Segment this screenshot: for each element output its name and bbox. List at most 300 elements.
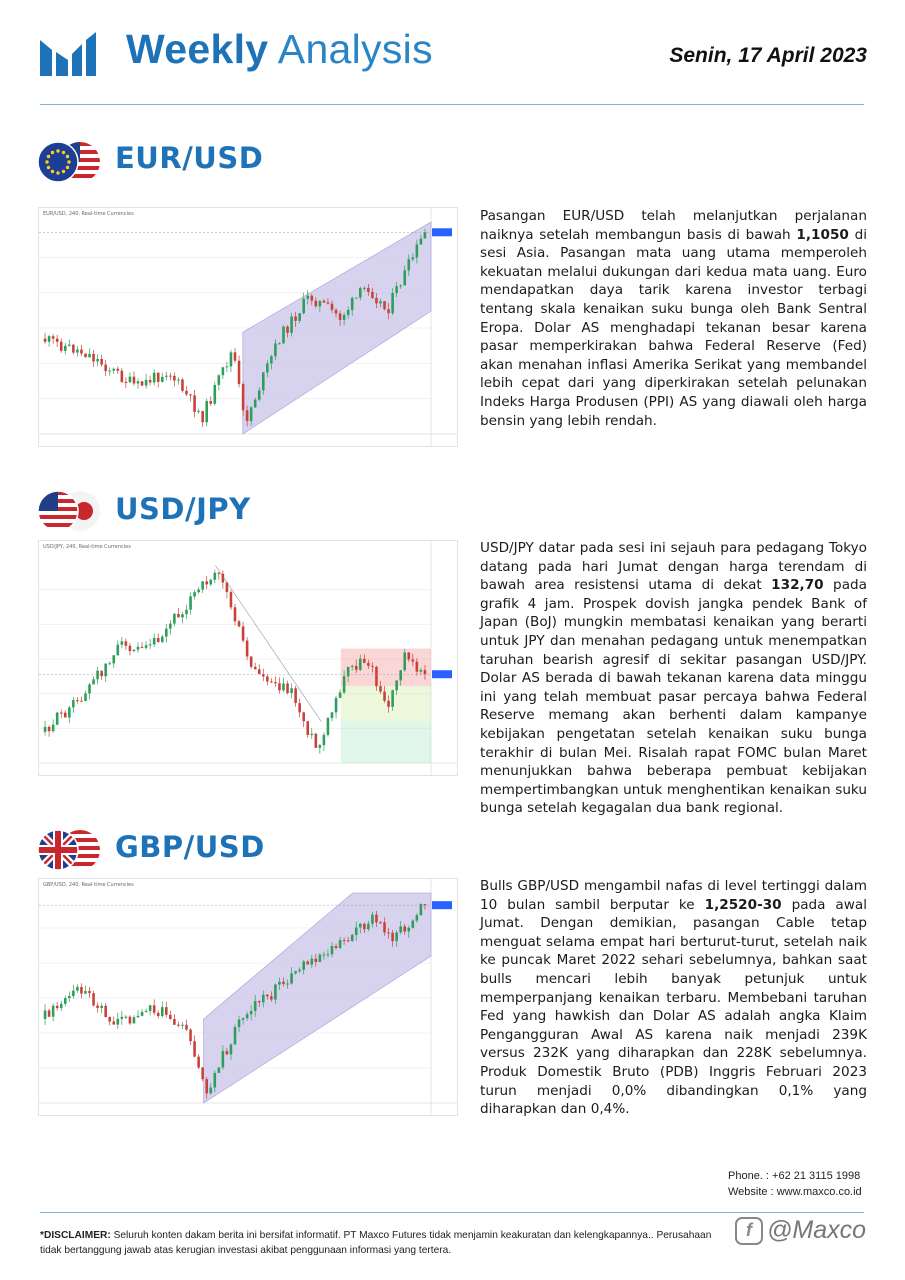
candle-body <box>424 670 427 674</box>
candle-body <box>246 641 249 657</box>
candle-body <box>100 671 103 677</box>
trend-line <box>215 565 321 721</box>
candle-body <box>92 679 95 684</box>
eurusd-analysis-text <box>480 207 867 430</box>
candle-body <box>403 652 406 670</box>
candle-body <box>121 1017 124 1019</box>
candle-body <box>161 377 164 382</box>
candle-body <box>262 674 265 676</box>
candle-body <box>96 671 99 680</box>
candle-body <box>379 686 382 691</box>
candle-body <box>92 354 95 361</box>
candle-body <box>76 987 79 991</box>
candle-body <box>201 411 204 422</box>
candle-body <box>185 391 188 395</box>
footer-divider <box>40 1212 864 1213</box>
candle-body <box>375 298 378 304</box>
candle-body <box>72 700 75 707</box>
website-link[interactable]: Website : www.maxco.co.id <box>728 1186 862 1198</box>
facebook-icon: f <box>735 1217 763 1245</box>
text-part: Pasangan EUR/USD telah melanjutkan perjalanan naiknya setelah membangun basis di bawah <box>480 208 867 243</box>
usd-jpy-flag-icon <box>36 489 102 533</box>
candle-body <box>290 688 293 693</box>
candle-body <box>363 288 366 289</box>
candle-body <box>363 924 366 929</box>
candle-body <box>319 745 322 748</box>
text-part: pada awal Jumat. Dengan demikian, pasangan Cable tetap menguat selama empat hari berturut-turut, setelah naik ke puncak Maret 2022 sehari sebelumnya, bahkan saat bulls mencari lebih banyak petunjuk untuk memperpanjang kenaikan terbaru. Membebani taruhan Fed yang hawkish dan Dolar AS adalah angka Klaim Pengangguran Awal AS karena naik menjadi 239K versus 232K yang diharapkan dan 228K sebelumnya. Produk Domestik Bruto (PDB) Inggris Februari 2023 turun menjadi 0,0% dibandingkan 0,1% yang diharapkan dan 0,4%. <box>480 896 867 1118</box>
candle-body <box>60 713 63 714</box>
candle-body <box>315 734 318 748</box>
candle-body <box>214 385 217 404</box>
page-title <box>126 26 433 73</box>
candle-body <box>197 1057 200 1068</box>
candle-body <box>250 407 253 421</box>
candle-body <box>403 270 406 285</box>
candle-body <box>331 712 334 718</box>
candle-body <box>56 713 59 725</box>
candle-body <box>214 1073 217 1088</box>
pair-title-eurusd: EUR/USD <box>115 141 264 175</box>
candle-body <box>250 1011 253 1014</box>
candle-body <box>141 647 144 648</box>
candle-body <box>169 624 172 629</box>
text-part: Bulls GBP/USD mengambil nafas di level tertinggi dalam 10 bulan sambil berputar ke <box>480 878 867 913</box>
candle-body <box>387 701 390 707</box>
candle-body <box>153 638 156 644</box>
candle-body <box>258 390 261 399</box>
candle-body <box>129 377 132 382</box>
candle-body <box>209 401 212 404</box>
candle-body <box>205 581 208 584</box>
candle-body <box>383 301 386 309</box>
candle-body <box>371 666 374 667</box>
candle-body <box>274 985 277 1000</box>
candle-body <box>278 683 281 690</box>
candle-body <box>302 299 305 313</box>
candle-body <box>96 359 99 361</box>
candle-body <box>96 1005 99 1007</box>
candle-body <box>424 232 427 238</box>
candle-body <box>359 659 362 670</box>
candle-body <box>343 676 346 692</box>
candle-body <box>226 366 229 367</box>
candle-body <box>282 982 285 984</box>
candle-body <box>169 1015 172 1019</box>
trend-channel <box>243 222 431 434</box>
candle-body <box>117 1019 120 1025</box>
candle-body <box>112 1022 115 1025</box>
candle-body <box>173 376 176 381</box>
chart-caption: USD/JPY, 240, Real-time Currencies <box>43 544 131 550</box>
candle-body <box>306 961 309 964</box>
candle-body <box>121 641 124 644</box>
candle-body <box>76 350 79 353</box>
candle-body <box>395 286 398 293</box>
candle-body <box>141 381 144 385</box>
candle-body <box>274 682 277 683</box>
candle-body <box>391 293 394 313</box>
candle-body <box>125 1017 128 1018</box>
candle-body <box>363 659 366 663</box>
candle-body <box>282 684 285 691</box>
candle-body <box>44 1010 47 1019</box>
last-price-tag <box>432 901 452 909</box>
disclaimer-text: Seluruh konten dakam berita ini bersifat informatif. PT Maxco Futures tidak menjamin keakuratan dan kelengkapannya.. Perusahaan tidak bertanggung jawab atas kerugian investasi akibat penggunaan informasi yang tertera. <box>40 1230 712 1256</box>
candle-body <box>371 915 374 924</box>
candle-body <box>315 301 318 307</box>
bar-chart-logo-icon <box>38 30 96 76</box>
candle-body <box>157 638 160 642</box>
candle-body <box>412 257 415 259</box>
candle-body <box>189 1029 192 1041</box>
candle-body <box>242 384 245 410</box>
disclaimer-label: *DISCLAIMER: <box>40 1230 111 1241</box>
candle-body <box>258 1001 261 1002</box>
candle-body <box>222 367 225 375</box>
candle-body <box>84 693 87 701</box>
candle-body <box>286 684 289 693</box>
candle-body <box>60 1004 63 1008</box>
candle-body <box>274 343 277 356</box>
candle-body <box>80 350 83 354</box>
candle-body <box>407 928 410 932</box>
disclaimer <box>40 1228 730 1258</box>
candle-body <box>60 342 63 351</box>
candle-body <box>133 650 136 651</box>
candle-body <box>222 1051 225 1067</box>
candle-body <box>149 1005 152 1011</box>
candle-body <box>399 926 402 932</box>
chart-canvas <box>39 541 457 775</box>
key-level: 132,70 <box>771 577 824 594</box>
candle-body <box>181 380 184 391</box>
candle-body <box>294 316 297 320</box>
candle-body <box>246 1014 249 1018</box>
candle-body <box>310 959 313 965</box>
candle-body <box>92 993 95 1005</box>
report-date: Senin, 17 April 2023 <box>669 44 867 67</box>
candle-body <box>383 692 386 701</box>
candle-body <box>306 296 309 299</box>
candle-body <box>331 304 334 310</box>
candle-body <box>48 727 51 731</box>
candle-body <box>173 1019 176 1025</box>
candle-body <box>129 646 132 651</box>
candle-body <box>181 1025 184 1026</box>
contact-info <box>728 1168 862 1200</box>
candle-body <box>80 701 83 702</box>
candle-body <box>218 375 221 385</box>
candle-body <box>133 377 136 384</box>
key-level: 1,1050 <box>796 226 849 243</box>
candle-body <box>266 995 269 997</box>
candle-body <box>165 629 168 637</box>
candle-body <box>64 998 67 1004</box>
candle-body <box>278 982 281 985</box>
candle-body <box>137 381 140 383</box>
candle-body <box>412 921 415 928</box>
candle-body <box>68 345 71 346</box>
candle-body <box>197 590 200 593</box>
candle-body <box>420 904 423 915</box>
candle-body <box>84 354 87 358</box>
candle-body <box>189 394 192 395</box>
candle-body <box>359 924 362 928</box>
candle-body <box>181 614 184 617</box>
candle-body <box>331 946 334 954</box>
phone-number: Phone. : +62 21 3115 1998 <box>728 1170 861 1182</box>
candle-body <box>242 1018 245 1019</box>
candle-body <box>72 345 75 353</box>
candle-body <box>100 1006 103 1008</box>
candle-body <box>133 1017 136 1023</box>
last-price-tag <box>432 670 452 678</box>
candle-body <box>104 365 107 371</box>
candle-body <box>185 1025 188 1030</box>
candle-body <box>121 371 124 382</box>
candle-body <box>205 1079 208 1093</box>
candle-body <box>286 984 289 985</box>
candle-body <box>407 652 410 659</box>
candle-body <box>420 239 423 245</box>
text-part: USD/JPY datar pada sesi ini sejauh para pedagang Tokyo datang pada hari Jumat dengan harga terendam di bawah area resistensi utama di dekat <box>480 540 867 594</box>
header-divider <box>40 104 864 105</box>
candle-body <box>347 940 350 941</box>
candle-body <box>310 734 313 735</box>
candle-body <box>343 315 346 320</box>
candle-body <box>347 310 350 315</box>
fib-zone <box>341 686 431 721</box>
candle-body <box>298 313 301 321</box>
candle-body <box>262 372 265 390</box>
candle-body <box>145 1011 148 1012</box>
candle-body <box>347 667 350 676</box>
candle-body <box>177 614 180 617</box>
candle-body <box>266 363 269 372</box>
candle-body <box>286 327 289 333</box>
candle-body <box>80 987 83 994</box>
candle-body <box>367 288 370 292</box>
candle-body <box>64 346 67 351</box>
candle-body <box>226 583 229 592</box>
candle-body <box>355 927 358 934</box>
chart-caption: EUR/USD, 240, Real-time Currencies <box>43 211 134 217</box>
candle-body <box>117 645 120 656</box>
candle-body <box>141 1012 144 1016</box>
candle-body <box>298 970 301 972</box>
candle-body <box>149 380 152 382</box>
candle-body <box>201 581 204 589</box>
candle-body <box>416 244 419 257</box>
candle-body <box>270 356 273 363</box>
candle-body <box>165 376 168 377</box>
text-part: di sesi Asia. Pasangan mata uang utama memperoleh kekuatan melalui dukungan dari kedua mata uang. Euro mendapatkan daya tarik karena investor terbagi tentang skala kenaikan suku bunga oleh Bank Sentral Eropa. Dolar AS menghadapi tekanan besar karena pasar memperkirakan bahwa Federal Reserve (Fed) akan menahan inflasi Amerika Serikat yang membandel lebih cepat dari yang diperkirakan setelah pelunakan Indeks Harga Produsen (PPI) AS yang diawali oleh harga bensin yang lebih rendah. <box>480 226 868 429</box>
pair-title-usdjpy: USD/JPY <box>115 492 251 526</box>
candle-body <box>351 298 354 310</box>
candle-body <box>420 670 423 672</box>
candle-body <box>145 645 148 648</box>
candle-body <box>270 996 273 999</box>
candle-body <box>88 684 91 693</box>
candle-body <box>173 614 176 624</box>
candle-body <box>266 676 269 681</box>
candle-body <box>391 933 394 941</box>
candle-body <box>246 410 249 421</box>
candle-body <box>84 991 87 994</box>
candle-body <box>375 915 378 923</box>
candle-body <box>88 354 91 357</box>
chart-canvas <box>39 208 457 446</box>
candle-body <box>209 580 212 585</box>
candle-body <box>254 400 257 408</box>
candle-body <box>327 718 330 735</box>
candle-body <box>108 1017 111 1021</box>
eur-usd-flag-icon <box>36 140 102 184</box>
candle-body <box>112 369 115 371</box>
candle-body <box>238 621 241 626</box>
key-level: 1,2520-30 <box>704 896 782 913</box>
fib-zone <box>341 721 431 763</box>
candle-body <box>72 991 75 996</box>
candle-body <box>177 1025 180 1026</box>
candle-body <box>112 655 115 663</box>
candle-body <box>230 592 233 607</box>
candle-body <box>222 574 225 583</box>
candle-body <box>335 946 338 948</box>
candle-body <box>230 352 233 366</box>
candle-body <box>367 663 370 666</box>
candle-body <box>375 667 378 686</box>
candle-body <box>234 1027 237 1045</box>
candle-body <box>278 343 281 344</box>
candle-body <box>270 682 273 683</box>
candle-body <box>367 924 370 929</box>
candle-body <box>157 1013 160 1016</box>
candle-body <box>242 626 245 640</box>
candle-body <box>157 373 160 382</box>
candle-body <box>52 725 55 731</box>
candle-body <box>125 641 128 646</box>
candle-body <box>234 352 237 360</box>
candle-body <box>339 313 342 319</box>
candle-body <box>56 1006 59 1008</box>
candle-body <box>161 1007 164 1016</box>
candle-body <box>395 932 398 941</box>
candle-body <box>399 285 402 286</box>
candle-body <box>359 288 362 297</box>
candle-body <box>379 922 382 923</box>
candle-body <box>262 995 265 1003</box>
candle-body <box>339 692 342 697</box>
candle-body <box>193 395 196 412</box>
candle-body <box>201 1068 204 1080</box>
candle-body <box>351 666 354 667</box>
candle-body <box>254 1001 257 1011</box>
candle-body <box>343 940 346 941</box>
candle-body <box>153 1005 156 1013</box>
gbpusd-analysis-text <box>480 877 867 1119</box>
candle-body <box>125 382 128 383</box>
page-title-light: Analysis <box>277 26 433 72</box>
candle-body <box>68 707 71 717</box>
candle-body <box>290 316 293 332</box>
candle-body <box>108 371 111 372</box>
chart-canvas <box>39 879 457 1115</box>
candle-body <box>44 727 47 732</box>
candle-body <box>395 680 398 690</box>
candle-body <box>137 647 140 650</box>
candle-body <box>48 1010 51 1016</box>
candle-body <box>76 700 79 701</box>
candle-body <box>193 592 196 596</box>
candle-body <box>254 667 257 669</box>
candle-body <box>238 361 241 384</box>
candle-body <box>218 1067 221 1072</box>
candle-body <box>294 971 297 973</box>
candle-body <box>226 1051 229 1054</box>
candle-body <box>169 376 172 377</box>
candle-body <box>108 663 111 664</box>
candle-body <box>129 1017 132 1024</box>
candle-body <box>88 991 91 993</box>
candle-body <box>294 688 297 703</box>
candle-body <box>387 309 390 313</box>
candle-body <box>351 935 354 941</box>
candle-body <box>310 296 313 301</box>
candle-body <box>209 1088 212 1094</box>
candle-body <box>56 339 59 342</box>
last-price-tag <box>432 228 452 236</box>
candle-body <box>205 401 208 422</box>
candle-body <box>197 411 200 412</box>
candle-body <box>234 607 237 621</box>
social-handle[interactable] <box>735 1216 866 1245</box>
eurusd-price-chart <box>38 207 458 447</box>
candle-body <box>335 698 338 712</box>
candle-body <box>339 940 342 948</box>
candle-body <box>387 932 390 933</box>
candle-body <box>117 369 120 371</box>
candle-body <box>399 670 402 680</box>
candle-body <box>319 955 322 962</box>
candle-body <box>290 973 293 983</box>
candle-body <box>64 713 67 718</box>
candle-body <box>137 1016 140 1017</box>
candle-body <box>230 1045 233 1055</box>
candle-body <box>145 380 148 386</box>
candle-body <box>282 327 285 344</box>
candle-body <box>315 959 318 962</box>
candle-body <box>302 712 305 721</box>
candle-body <box>383 922 386 932</box>
usdjpy-analysis-text <box>480 539 867 818</box>
candle-body <box>104 1006 107 1017</box>
candle-body <box>238 1020 241 1027</box>
text-part: pada grafik 4 jam. Prospek dovish jangka pendek Bank of Japan (BoJ) mungkin membatasi kenaikan yang berarti untuk JPY dan menahan pedagang untuk menempatkan taruhan bearish agresif di sekitar pasangan USD/JPY. Dolar AS berada di bawah tekanan karena data minggu ini yang telah membuat pasar percaya bahwa Federal Reserve memang akan berhenti dalam kampanye kebijakan pengetatan setelah kenaikan suku bunga terakhir di bulan Mei. Risalah rapat FOMC bulan Maret menunjukkan bahwa beberapa pembuat kebijakan mempertimbangkan untuk menghentikan kenaikan suku bunga setelah kegagalan dua bank regional. <box>480 577 867 817</box>
candle-body <box>323 301 326 303</box>
candle-body <box>319 301 322 306</box>
candle-body <box>185 610 188 615</box>
candle-body <box>298 703 301 712</box>
candle-body <box>302 961 305 969</box>
candle-body <box>355 666 358 670</box>
candle-body <box>44 339 47 342</box>
candle-body <box>391 690 394 707</box>
candle-body <box>327 302 330 303</box>
candle-body <box>193 1041 196 1056</box>
social-handle-text: @Maxco <box>767 1216 867 1244</box>
candle-body <box>323 955 326 956</box>
